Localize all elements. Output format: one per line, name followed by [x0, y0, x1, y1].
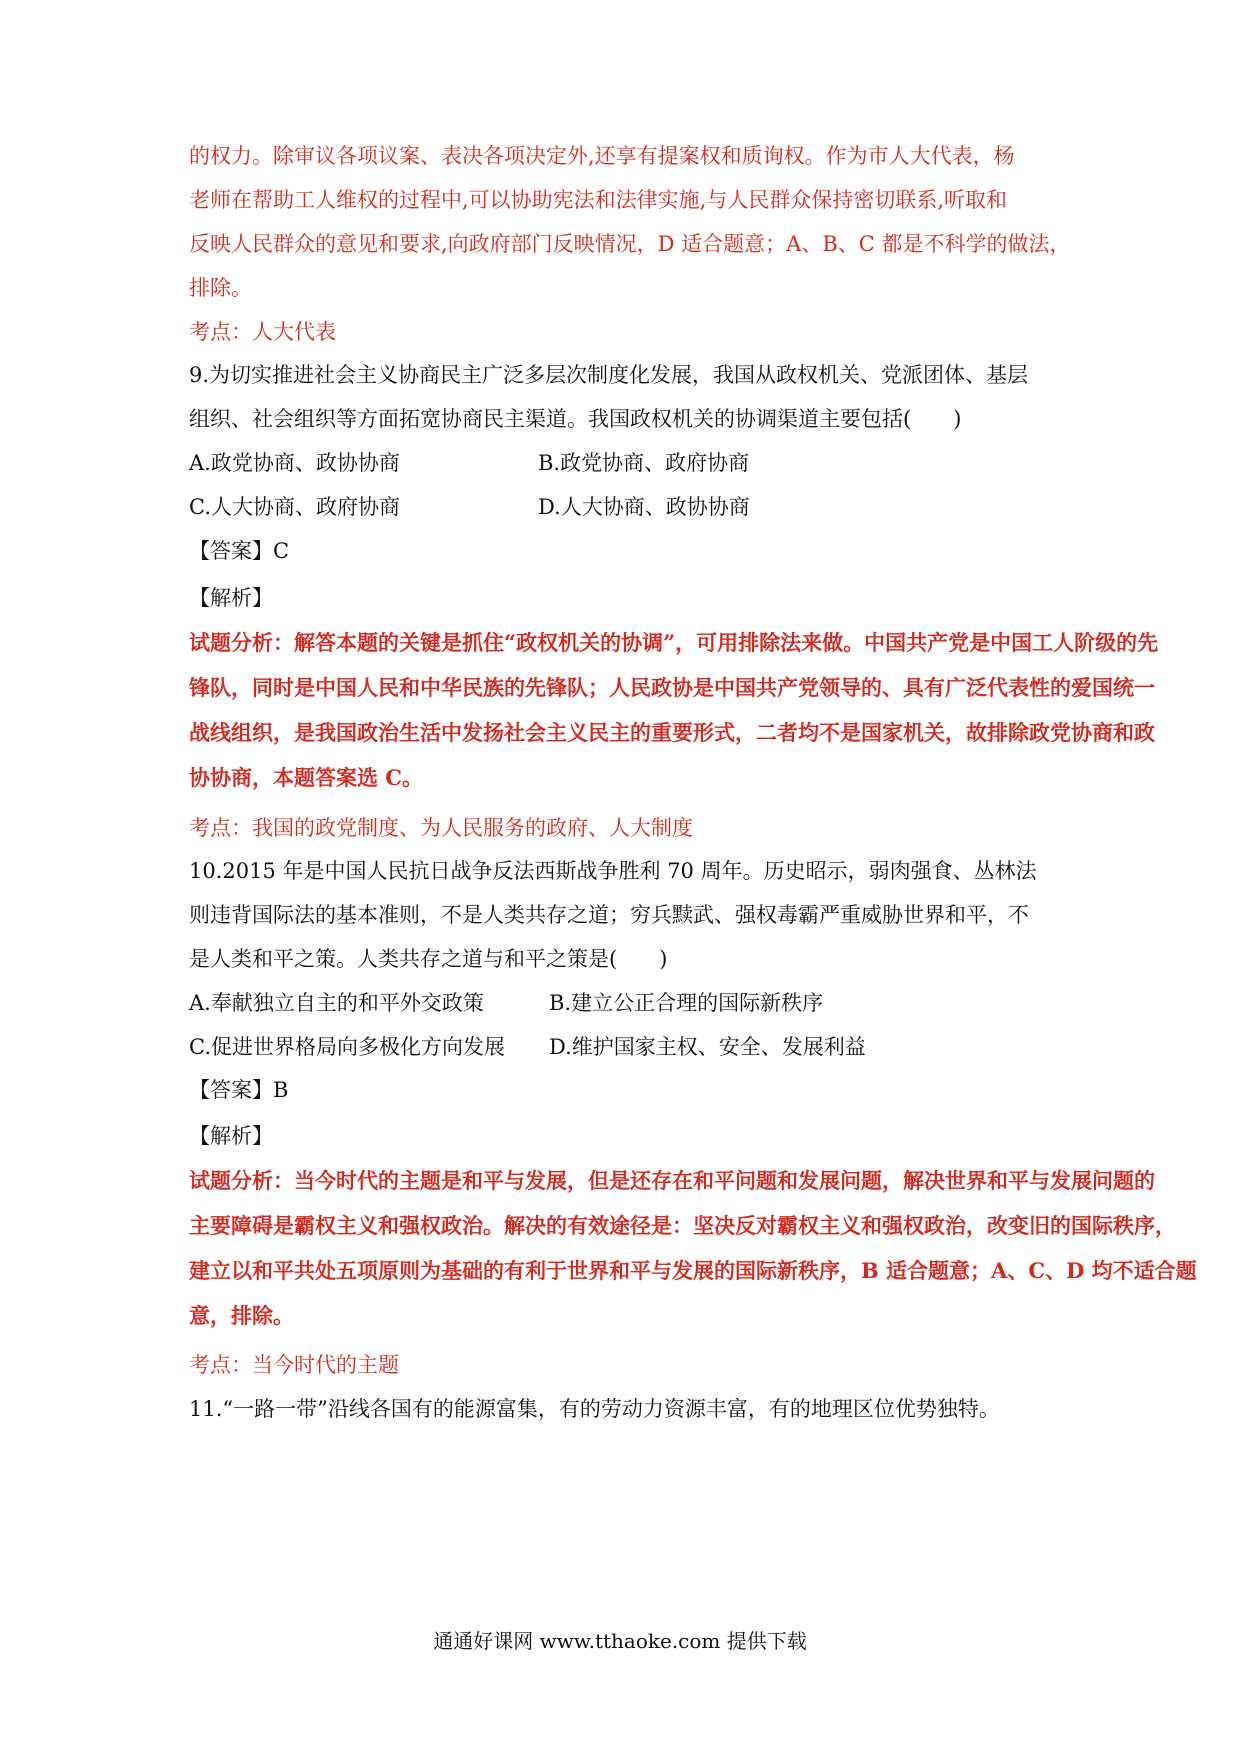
knowledge-point: 考点：当今时代的主题 [189, 1353, 399, 1377]
knowledge-point: 考点：我国的政党制度、为人民服务的政府、人大制度 [189, 816, 693, 840]
analysis-line: 意，排除。 [189, 1303, 294, 1328]
analysis-heading: 【解析】 [189, 586, 273, 610]
page-footer: 通通好课网 www.tthaoke.com 提供下载 [433, 1629, 807, 1653]
analysis-line: 主要障碍是霸权主义和强权政治。解决的有效途径是：坚决反对霸权主义和强权政治，改变旧的国际秩序， [189, 1213, 1176, 1238]
question-stem: 9.为切实推进社会主义协商民主广泛多层次制度化发展，我国从政权机关、党派团体、基层 [189, 363, 1029, 387]
option-b: B.建立公正合理的国际新秩序 [549, 991, 824, 1015]
analysis-line: 老师在帮助工人维权的过程中,可以协助宪法和法律实施,与人民群众保持密切联系,听取和 [189, 188, 1008, 212]
analysis-line: 试题分析：当今时代的主题是和平与发展，但是还存在和平问题和发展问题，解决世界和平与发展问题的 [189, 1168, 1155, 1193]
analysis-line: 排除。 [189, 276, 252, 300]
question-stem: 是人类和平之策。人类共存之道与和平之策是( ) [189, 947, 668, 971]
analysis-line: 建立以和平共处五项原则为基础的有利于世界和平与发展的国际新秩序，B 适合题意；A、C、D 均不适合题 [189, 1258, 1197, 1283]
answer: 【答案】B [189, 1078, 289, 1102]
option-d: D.维护国家主权、安全、发展利益 [549, 1035, 866, 1059]
option-a: A.政党协商、政协协商 [189, 451, 400, 475]
question-stem: 11.“一路一带”沿线各国有的能源富集，有的劳动力资源丰富，有的地理区位优势独特。 [189, 1397, 1000, 1421]
analysis-line: 试题分析：解答本题的关键是抓住“政权机关的协调”，可用排除法来做。中国共产党是中国工人阶级的先 [189, 630, 1159, 655]
option-d: D.人大协商、政协协商 [538, 495, 750, 519]
knowledge-point: 考点：人大代表 [189, 320, 336, 344]
answer: 【答案】C [189, 539, 290, 563]
analysis-line: 的权力。除审议各项议案、表决各项决定外,还享有提案权和质询权。作为市人大代表，杨 [189, 144, 1015, 168]
analysis-line: 协协商，本题答案选 C。 [189, 765, 424, 790]
question-stem: 组织、社会组织等方面拓宽协商民主渠道。我国政权机关的协调渠道主要包括( ) [189, 407, 962, 431]
option-a: A.奉献独立自主的和平外交政策 [189, 991, 484, 1015]
analysis-line: 战线组织，是我国政治生活中发扬社会主义民主的重要形式，二者均不是国家机关，故排除政党协商和政 [189, 720, 1155, 745]
option-c: C.促进世界格局向多极化方向发展 [189, 1035, 505, 1059]
option-c: C.人大协商、政府协商 [189, 495, 400, 519]
question-stem: 10.2015 年是中国人民抗日战争反法西斯战争胜利 70 周年。历史昭示，弱肉强食、丛林法 [189, 859, 1037, 883]
question-stem: 则违背国际法的基本准则，不是人类共存之道；穷兵黩武、强权毒霸严重威胁世界和平，不 [189, 903, 1029, 927]
analysis-heading: 【解析】 [189, 1124, 273, 1148]
analysis-line: 锋队，同时是中国人民和中华民族的先锋队；人民政协是中国共产党领导的、具有广泛代表性的爱国统一 [189, 675, 1155, 700]
analysis-line: 反映人民群众的意见和要求,向政府部门反映情况，D 适合题意；A、B、C 都是不科学的做法， [189, 232, 1071, 256]
option-b: B.政党协商、政府协商 [538, 451, 750, 475]
